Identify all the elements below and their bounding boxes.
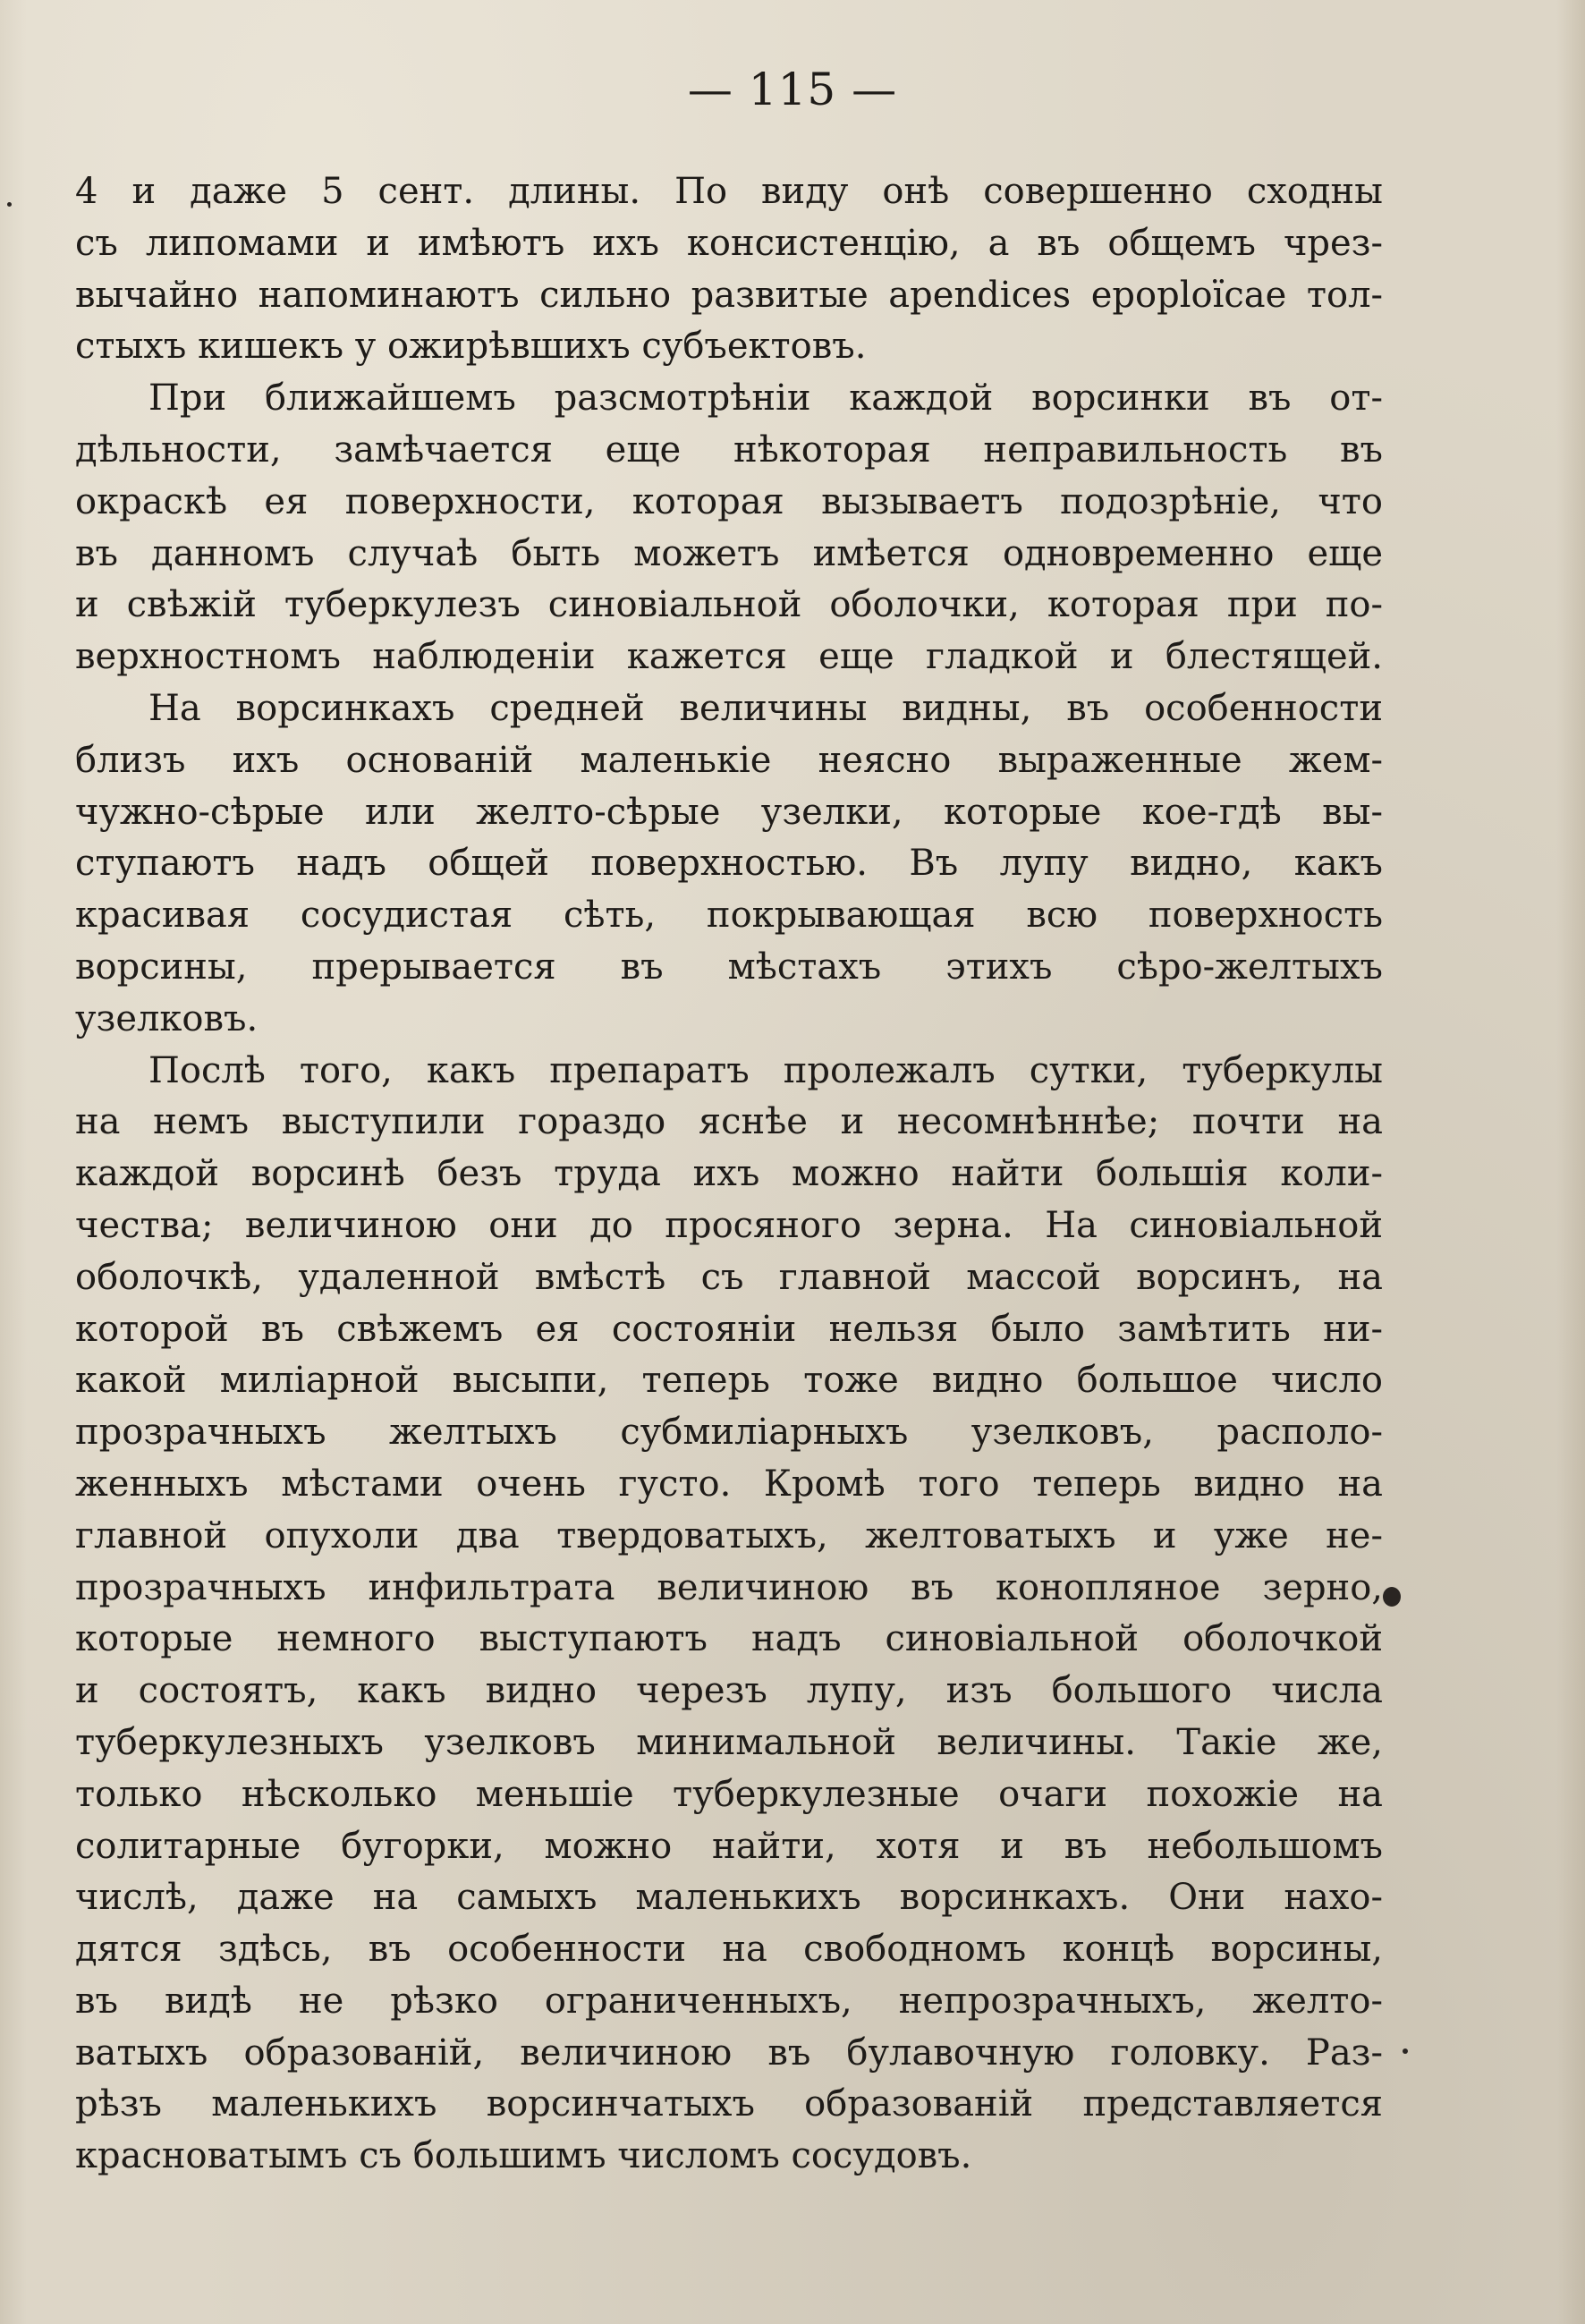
text-line: какой миліарной высыпи, теперь тоже видно большое число (75, 1360, 1383, 1402)
text-line: ворсины, прерывается въ мѣстахъ этихъ сѣро-желтыхъ (75, 946, 1383, 988)
text-line: числѣ, даже на самыхъ маленькихъ ворсинкахъ. Они нахо- (75, 1877, 1383, 1919)
text-line: окраскѣ ея поверхности, которая вызываетъ подозрѣніе, что (75, 480, 1383, 522)
ink-speck (1403, 2048, 1408, 2054)
text-line: туберкулезныхъ узелковъ минимальной величины. Такіе же, (75, 1721, 1383, 1763)
text-line: На ворсинкахъ средней величины видны, въ особенности (148, 687, 1383, 729)
text-line: женныхъ мѣстами очень густо. Кромѣ того теперь видно на (75, 1463, 1383, 1505)
paragraph-2 (75, 373, 1383, 683)
text-line: только нѣсколько меньшіе туберкулезные очаги похожіе на (75, 1773, 1383, 1815)
ink-speck (7, 202, 12, 207)
text-line: ступаютъ надъ общей поверхностью. Въ лупу видно, какъ (75, 843, 1383, 885)
body-text (75, 166, 1383, 2183)
text-line: солитарные бугорки, можно найти, хотя и въ небольшомъ (75, 1825, 1383, 1867)
text-line: красноватымъ съ большимъ числомъ сосудовъ. (75, 2135, 972, 2177)
text-line: стыхъ кишекъ у ожирѣвшихъ субъектовъ. (75, 326, 867, 368)
text-line: съ липомами и имѣютъ ихъ консистенцію, а въ общемъ чрез- (75, 222, 1383, 264)
text-line: близъ ихъ основаній маленькіе неясно выраженные жем- (75, 739, 1383, 781)
text-line: верхностномъ наблюденіи кажется еще гладкой и блестящей. (75, 636, 1383, 678)
text-line: которой въ свѣжемъ ея состояніи нельзя было замѣтить ни- (75, 1308, 1383, 1350)
text-line: чужно-сѣрые или желто-сѣрые узелки, которые кое-гдѣ вы- (75, 791, 1383, 833)
text-line: дѣльности, замѣчается еще нѣкоторая неправильность въ (75, 428, 1383, 471)
text-line: узелковъ. (75, 997, 259, 1039)
text-line: и свѣжій туберкулезъ синовіальной оболочки, которая при по- (75, 584, 1383, 626)
paragraph-4 (75, 1046, 1383, 2184)
text-line: въ данномъ случаѣ быть можетъ имѣется одновременно еще (75, 532, 1383, 574)
text-line: главной опухоли два твердоватыхъ, желтоватыхъ и уже не- (75, 1514, 1383, 1556)
text-line: дятся здѣсь, въ особенности на свободномъ концѣ ворсины, (75, 1929, 1383, 1971)
text-line: на немъ выступили гораздо яснѣе и несомнѣннѣе; почти на (75, 1101, 1383, 1143)
text-line: прозрачныхъ желтыхъ субмиліарныхъ узелковъ, располо- (75, 1412, 1383, 1454)
text-line: вычайно напоминаютъ сильно развитые apendices epoploïcae тол- (75, 274, 1383, 316)
text-line: рѣзъ маленькихъ ворсинчатыхъ образованій представляется (75, 2083, 1383, 2125)
paragraph-3 (75, 683, 1383, 1046)
text-line: оболочкѣ, удаленной вмѣстѣ съ главной массой ворсинъ, на (75, 1256, 1383, 1298)
text-line: 4 и даже 5 сент. длины. По виду онѣ совершенно сходны (75, 171, 1383, 212)
text-line: красивая сосудистая сѣть, покрывающая всю поверхность (75, 895, 1383, 937)
text-line: ватыхъ образованій, величиною въ булавочную головку. Раз- (75, 2031, 1383, 2074)
text-line: Послѣ того, какъ препаратъ пролежалъ сутки, туберкулы (148, 1049, 1383, 1091)
text-line: каждой ворсинѣ безъ труда ихъ можно найти большія коли- (75, 1153, 1383, 1195)
page-number: — 115 — (687, 64, 898, 115)
paragraph-1 (75, 166, 1383, 373)
text-line: которые немного выступаютъ надъ синовіальной оболочкой (75, 1618, 1383, 1660)
text-line: въ видѣ не рѣзко ограниченныхъ, непрозрачныхъ, желто- (75, 1980, 1383, 2022)
text-line: и состоятъ, какъ видно черезъ лупу, изъ большого числа (75, 1670, 1383, 1712)
text-line: прозрачныхъ инфильтрата величиною въ конопляное зерно, (75, 1566, 1383, 1608)
text-line: чества; величиною они до просяного зерна. На синовіальной (75, 1204, 1383, 1246)
ink-blot (1383, 1587, 1401, 1607)
text-line: При ближайшемъ разсмотрѣніи каждой ворсинки въ от- (148, 377, 1383, 420)
